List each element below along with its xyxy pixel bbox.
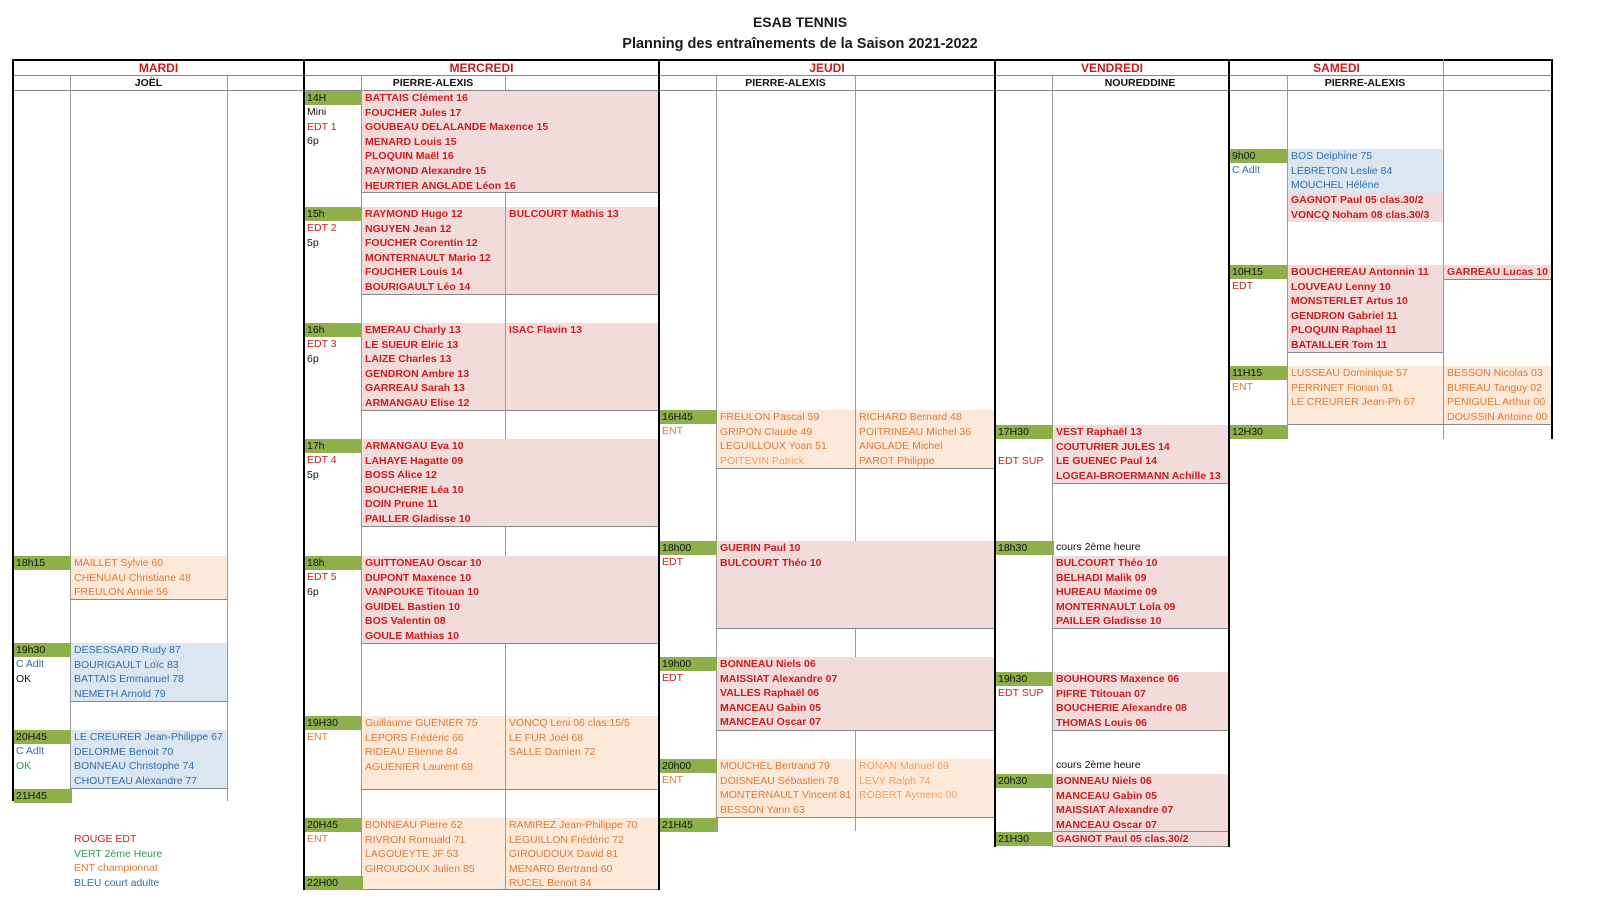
player: RICHARD Bernard 48 xyxy=(859,411,962,423)
session-block xyxy=(362,556,658,644)
player: BONNEAU Niels 06 xyxy=(1056,775,1152,787)
player: LE CREURER Jean-Philippe 67 xyxy=(74,731,223,743)
player: RUCEL Benoit 84 xyxy=(509,877,592,890)
session-block xyxy=(1053,832,1228,847)
session-block xyxy=(717,410,855,469)
player: LEGUILLON Frédéric 72 xyxy=(509,833,624,846)
time-slot: 11H15 xyxy=(1230,366,1288,380)
player: BOURIGAULT Léo 14 xyxy=(365,280,471,293)
player: BUREAU Tanguy 02 xyxy=(1447,381,1542,394)
player: BOS Valentin 08 xyxy=(365,615,446,628)
time-slot: 10H15 xyxy=(1230,265,1288,279)
session-label: C Adlt xyxy=(16,658,45,670)
time-slot-end: 21H45 xyxy=(660,818,718,832)
player: MAISSIAT Alexandre 07 xyxy=(720,672,838,685)
session-size: 5p xyxy=(307,469,319,481)
session-block xyxy=(506,818,658,890)
session-block xyxy=(71,643,227,702)
player: CHOUTEAU Alexandre 77 xyxy=(74,774,198,787)
coach-mardi: JOËL xyxy=(134,77,163,89)
player: BOUHOURS Maxence 06 xyxy=(1056,673,1180,685)
session-block xyxy=(1444,265,1551,280)
time-slot-end: 22H00 xyxy=(305,876,363,890)
session-label: EDT 1 xyxy=(307,121,337,133)
player: BESSON Nicolas 03 xyxy=(1447,367,1543,379)
time-slot-end: 12H30 xyxy=(1230,425,1288,439)
player: BOUCHERIE Alexandre 08 xyxy=(1056,702,1187,715)
session-block xyxy=(717,541,994,629)
player: FOUCHER Jules 17 xyxy=(365,106,462,119)
player: BOUCHERIE Léa 10 xyxy=(365,483,464,496)
player: DOISNEAU Sébastien 78 xyxy=(720,774,840,787)
session-label: ENT xyxy=(662,425,683,437)
player: EMERAU Charly 13 xyxy=(365,324,461,336)
player: PLOQUIN Raphael 11 xyxy=(1291,324,1397,337)
player: AGUENIER Laurent 68 xyxy=(365,760,473,773)
session-label: EDT SUP xyxy=(998,455,1044,467)
player: RIVRON Romuald 71 xyxy=(365,833,466,846)
time-slot: 16h xyxy=(305,323,363,337)
day-separator xyxy=(12,59,14,801)
player: LE CREURER Jean-Ph 67 xyxy=(1291,396,1416,409)
day-header-mercredi: MERCREDI xyxy=(449,61,514,75)
player: BONNEAU Pierre 62 xyxy=(365,819,463,831)
player: VEST Raphaël 13 xyxy=(1056,426,1142,438)
session-label: ENT xyxy=(307,833,328,845)
time-slot: 18h30 xyxy=(996,541,1054,555)
time-slot-end: 21H45 xyxy=(14,789,72,803)
player: ROBERT Aymeric 00 xyxy=(859,789,958,802)
player: DOIN Prune 11 xyxy=(365,498,438,511)
player: RIDEAU Etienne 84 xyxy=(365,746,458,759)
legend-item-blue: BLEU court adulte xyxy=(74,876,160,889)
player: RAMIREZ Jean-Philippe 70 xyxy=(509,819,638,831)
column-line xyxy=(227,76,228,801)
player: ARMANGAU Eva 10 xyxy=(365,440,464,452)
player: HEURTIER ANGLADE Léon 16 xyxy=(365,179,516,192)
player: RAYMOND Hugo 12 xyxy=(365,208,463,220)
player: LE SUEUR Elric 13 xyxy=(365,338,459,351)
time-slot: 18h15 xyxy=(14,556,72,570)
player: PAILLER Gladisse 10 xyxy=(1056,615,1162,628)
session-block xyxy=(362,91,658,193)
player: BULCOURT Théo 10 xyxy=(720,556,822,569)
player: LEPORS Frédéric 66 xyxy=(365,731,464,744)
day-header-mardi: MARDI xyxy=(138,61,179,75)
player: BOURIGAULT Loïc 83 xyxy=(74,658,179,671)
session-block xyxy=(1053,672,1228,731)
player: FREULON Annie 56 xyxy=(74,586,168,599)
session-size: 6p xyxy=(307,353,319,365)
time-slot: 17h xyxy=(305,439,363,453)
time-slot: 20h00 xyxy=(660,759,718,773)
player: ISAC Flavin 13 xyxy=(509,324,582,336)
session-block xyxy=(506,207,658,295)
session-block xyxy=(1288,193,1443,222)
session-label: ENT xyxy=(307,731,328,743)
player: MONTERNAULT Lola 09 xyxy=(1056,600,1176,613)
time-slot: 19h30 xyxy=(14,643,72,657)
player: MONTERNAULT Mario 12 xyxy=(365,251,491,264)
player: MAISSIAT Alexandre 07 xyxy=(1056,804,1174,817)
player: GARREAU Lucas 10 xyxy=(1447,266,1548,278)
session-label: C Adlt xyxy=(1232,164,1261,176)
player: MANCEAU Gabin 05 xyxy=(720,701,821,714)
session-block xyxy=(1053,774,1228,832)
player: VALLES Raphaël 06 xyxy=(720,687,820,700)
time-slot: 18h00 xyxy=(660,541,718,555)
player: NEMETH Arnold 79 xyxy=(74,687,166,700)
player: LOGEAI-BROERMANN Achille 13 xyxy=(1056,469,1221,482)
player: FOUCHER Louis 14 xyxy=(365,266,463,279)
player: GIROUDOUX Julien 85 xyxy=(365,862,475,875)
player: RONAN Manuel 69 xyxy=(859,760,949,772)
day-header-samedi: SAMEDI xyxy=(1313,61,1360,75)
color-legend xyxy=(74,832,162,890)
player: GOUBEAU DELALANDE Maxence 15 xyxy=(365,121,549,134)
player: LAHAYE Hagatte 09 xyxy=(365,454,464,467)
player: DOUSSIN Antoine 00 xyxy=(1447,410,1548,423)
second-hour-note: cours 2ème heure xyxy=(1056,759,1141,771)
player: LE FUR Joël 68 xyxy=(509,731,584,744)
session-label: EDT 4 xyxy=(307,454,337,466)
session-block xyxy=(1053,556,1228,629)
player: GARREAU Sarah 13 xyxy=(365,382,465,395)
player: SALLE Damien 72 xyxy=(509,746,596,759)
player: LEVY Ralph 74 xyxy=(859,774,931,787)
coach-jeudi: PIERRE-ALEXIS xyxy=(745,77,826,89)
session-group: Mini xyxy=(307,106,327,118)
player: PIFRE Ttitouan 07 xyxy=(1056,687,1146,700)
player: BONNEAU Christophe 74 xyxy=(74,760,195,773)
player: GAGNOT Paul 05 clas.30/2 xyxy=(1056,833,1189,845)
session-block xyxy=(71,730,227,789)
session-label: EDT 5 xyxy=(307,571,337,583)
session-block xyxy=(71,556,227,600)
session-label: EDT xyxy=(662,556,683,568)
player: PERRINET Florian 91 xyxy=(1291,381,1394,394)
session-block xyxy=(506,716,658,790)
player: MONSTERLET Artus 10 xyxy=(1291,295,1408,308)
player: GUITTONEAU Oscar 10 xyxy=(365,557,482,569)
player: MANCEAU Oscar 07 xyxy=(720,716,821,729)
player: BULCOURT Théo 10 xyxy=(1056,557,1158,569)
session-size: 5p xyxy=(307,237,319,249)
player: POITRINEAU Michel 36 xyxy=(859,425,972,438)
session-label: C Adlt xyxy=(16,745,45,757)
player: ARMANGAU Elise 12 xyxy=(365,396,470,409)
day-separator xyxy=(1551,59,1553,439)
session-label: EDT 3 xyxy=(307,338,337,350)
day-separator xyxy=(994,59,996,847)
player: COUTURIER JULES 14 xyxy=(1056,440,1170,453)
player: LOUVEAU Lenny 10 xyxy=(1291,280,1391,293)
player: LAGOUEYTE JF 53 xyxy=(365,848,459,861)
session-label: ENT xyxy=(662,774,683,786)
player: BESSON Yann 63 xyxy=(720,803,805,816)
time-slot: 19h30 xyxy=(996,672,1054,686)
session-label: EDT SUP xyxy=(998,687,1044,699)
player: GAGNOT Paul 05 clas.30/2 xyxy=(1291,194,1424,206)
player: GRIPON Claude 49 xyxy=(720,425,813,438)
player: VONCQ Noham 08 clas.30/3 xyxy=(1291,208,1430,221)
day-header-jeudi: JEUDI xyxy=(809,61,845,75)
coach-samedi: PIERRE-ALEXIS xyxy=(1324,77,1406,89)
player: BATAILLER Tom 11 xyxy=(1291,338,1388,351)
player: BULCOURT Mathis 13 xyxy=(509,208,619,220)
player: HUREAU Maxime 09 xyxy=(1056,586,1157,599)
player: THOMAS Louis 06 xyxy=(1056,716,1148,729)
player: ANGLADE Michel xyxy=(859,440,943,453)
session-label: EDT xyxy=(662,672,683,684)
second-hour-note: cours 2ème heure xyxy=(1056,541,1141,553)
time-slot: 9h00 xyxy=(1230,149,1288,163)
time-slot: 16H45 xyxy=(660,410,718,424)
player: BOUCHEREAU Antonnin 11 xyxy=(1291,266,1429,278)
session-label: EDT 2 xyxy=(307,222,337,234)
player: LUSSEAU Dominique 57 xyxy=(1291,367,1408,379)
player: CHENUAU Christiane 48 xyxy=(74,571,191,584)
player: LAIZE Charles 13 xyxy=(365,353,452,366)
legend-item-red: ROUGE EDT xyxy=(74,833,137,845)
player: MANCEAU Gabin 05 xyxy=(1056,789,1157,802)
player: LE GUENEC Paul 14 xyxy=(1056,455,1157,468)
session-label: ENT xyxy=(1232,381,1253,393)
player: RAYMOND Alexandre 15 xyxy=(365,164,487,177)
player: FREULON Pascal 59 xyxy=(720,411,820,423)
coach-vendredi: NOUREDDINE xyxy=(1104,77,1176,89)
session-block xyxy=(1288,265,1443,353)
session-block xyxy=(717,657,994,731)
player: BOSS Alice 12 xyxy=(365,469,437,482)
time-slot: 19H30 xyxy=(305,716,363,730)
coach-mercredi: PIERRE-ALEXIS xyxy=(392,77,474,89)
session-status: OK xyxy=(16,673,32,685)
session-block xyxy=(362,439,658,527)
legend-item-green: VERT 2éme Heure xyxy=(74,847,163,860)
player: DESESSARD Rudy 87 xyxy=(74,644,181,656)
session-block xyxy=(856,759,994,818)
player: FOUCHER Corentin 12 xyxy=(365,237,478,250)
player: PENIGUEL Arthur 00 xyxy=(1447,396,1546,409)
player: LEGUILLOUX Yoan 51 xyxy=(720,440,827,453)
session-block xyxy=(362,818,505,890)
time-slot: 17H30 xyxy=(996,425,1054,439)
day-header-vendredi: VENDREDI xyxy=(1080,61,1143,75)
player: GIROUDOUX David 81 xyxy=(509,848,619,861)
player: BELHADI Malik 09 xyxy=(1056,571,1147,584)
page-title: Planning des entraînements de la Saison 2021-2022 xyxy=(622,36,978,52)
session-block xyxy=(1053,425,1228,484)
time-slot: 20h30 xyxy=(996,774,1054,788)
player: GUIDEL Bastien 10 xyxy=(365,600,460,613)
player: VANPOUKE Titouan 10 xyxy=(365,586,479,599)
player: Guillaume GUENIER 75 xyxy=(365,717,478,729)
time-slot: 21H30 xyxy=(996,832,1054,846)
player: GOULE Mathias 10 xyxy=(365,629,459,642)
player: VONCQ Leni 06 clas:15/5 xyxy=(509,717,630,729)
player: GENDRON Gabriel 11 xyxy=(1291,309,1398,322)
player: MANCEAU Oscar 07 xyxy=(1056,818,1157,831)
player: POITEVIN Patrick xyxy=(720,454,805,467)
player: BOS Delphine 75 xyxy=(1291,150,1373,162)
session-block xyxy=(362,323,505,411)
session-size: 6p xyxy=(307,586,319,598)
session-block xyxy=(1288,366,1443,425)
time-slot: 15h xyxy=(305,207,363,221)
session-label: EDT xyxy=(1232,280,1253,292)
player: DELORME Benoit 70 xyxy=(74,745,174,758)
legend-item-orange: ENT championnat xyxy=(74,862,158,875)
session-block xyxy=(362,207,505,295)
player: MENARD Louis 15 xyxy=(365,135,457,148)
session-block xyxy=(1288,149,1443,193)
player: MENARD Bertrand 60 xyxy=(509,862,613,875)
session-size: 6p xyxy=(307,135,319,147)
time-slot: 20H45 xyxy=(305,818,363,832)
player: MONTERNAULT Vincent 81 xyxy=(720,789,852,802)
player: DUPONT Maxence 10 xyxy=(365,571,472,584)
player: MOUCHEL Héléne xyxy=(1291,179,1380,192)
player: BATTAIS Clément 16 xyxy=(365,92,468,104)
player: GUERIN Paul 10 xyxy=(720,542,801,554)
player: PLOQUIN Maël 16 xyxy=(365,150,454,163)
player: LEBRETON Leslie 84 xyxy=(1291,164,1393,177)
session-block xyxy=(717,759,855,818)
session-block xyxy=(856,410,994,469)
player: NGUYEN Jean 12 xyxy=(365,222,452,235)
player: MOUCHEL Bertrand 79 xyxy=(720,760,830,772)
player: MAILLET Sylvie 60 xyxy=(74,557,164,569)
time-slot: 20H45 xyxy=(14,730,72,744)
session-block xyxy=(362,716,505,790)
player: GENDRON Ambre 13 xyxy=(365,367,470,380)
player: PAILLER Gladisse 10 xyxy=(365,512,471,525)
time-slot: 19h00 xyxy=(660,657,718,671)
time-slot: 18h xyxy=(305,556,363,570)
player: BONNEAU Niels 06 xyxy=(720,658,816,670)
club-title: ESAB TENNIS xyxy=(752,14,848,30)
player: PAROT Philippe xyxy=(859,454,935,467)
player: BATTAIS Emmanuel 78 xyxy=(74,673,184,686)
time-slot: 14H xyxy=(305,91,363,105)
session-block xyxy=(506,323,658,411)
session-status: OK xyxy=(16,760,32,772)
session-block xyxy=(1444,366,1551,425)
